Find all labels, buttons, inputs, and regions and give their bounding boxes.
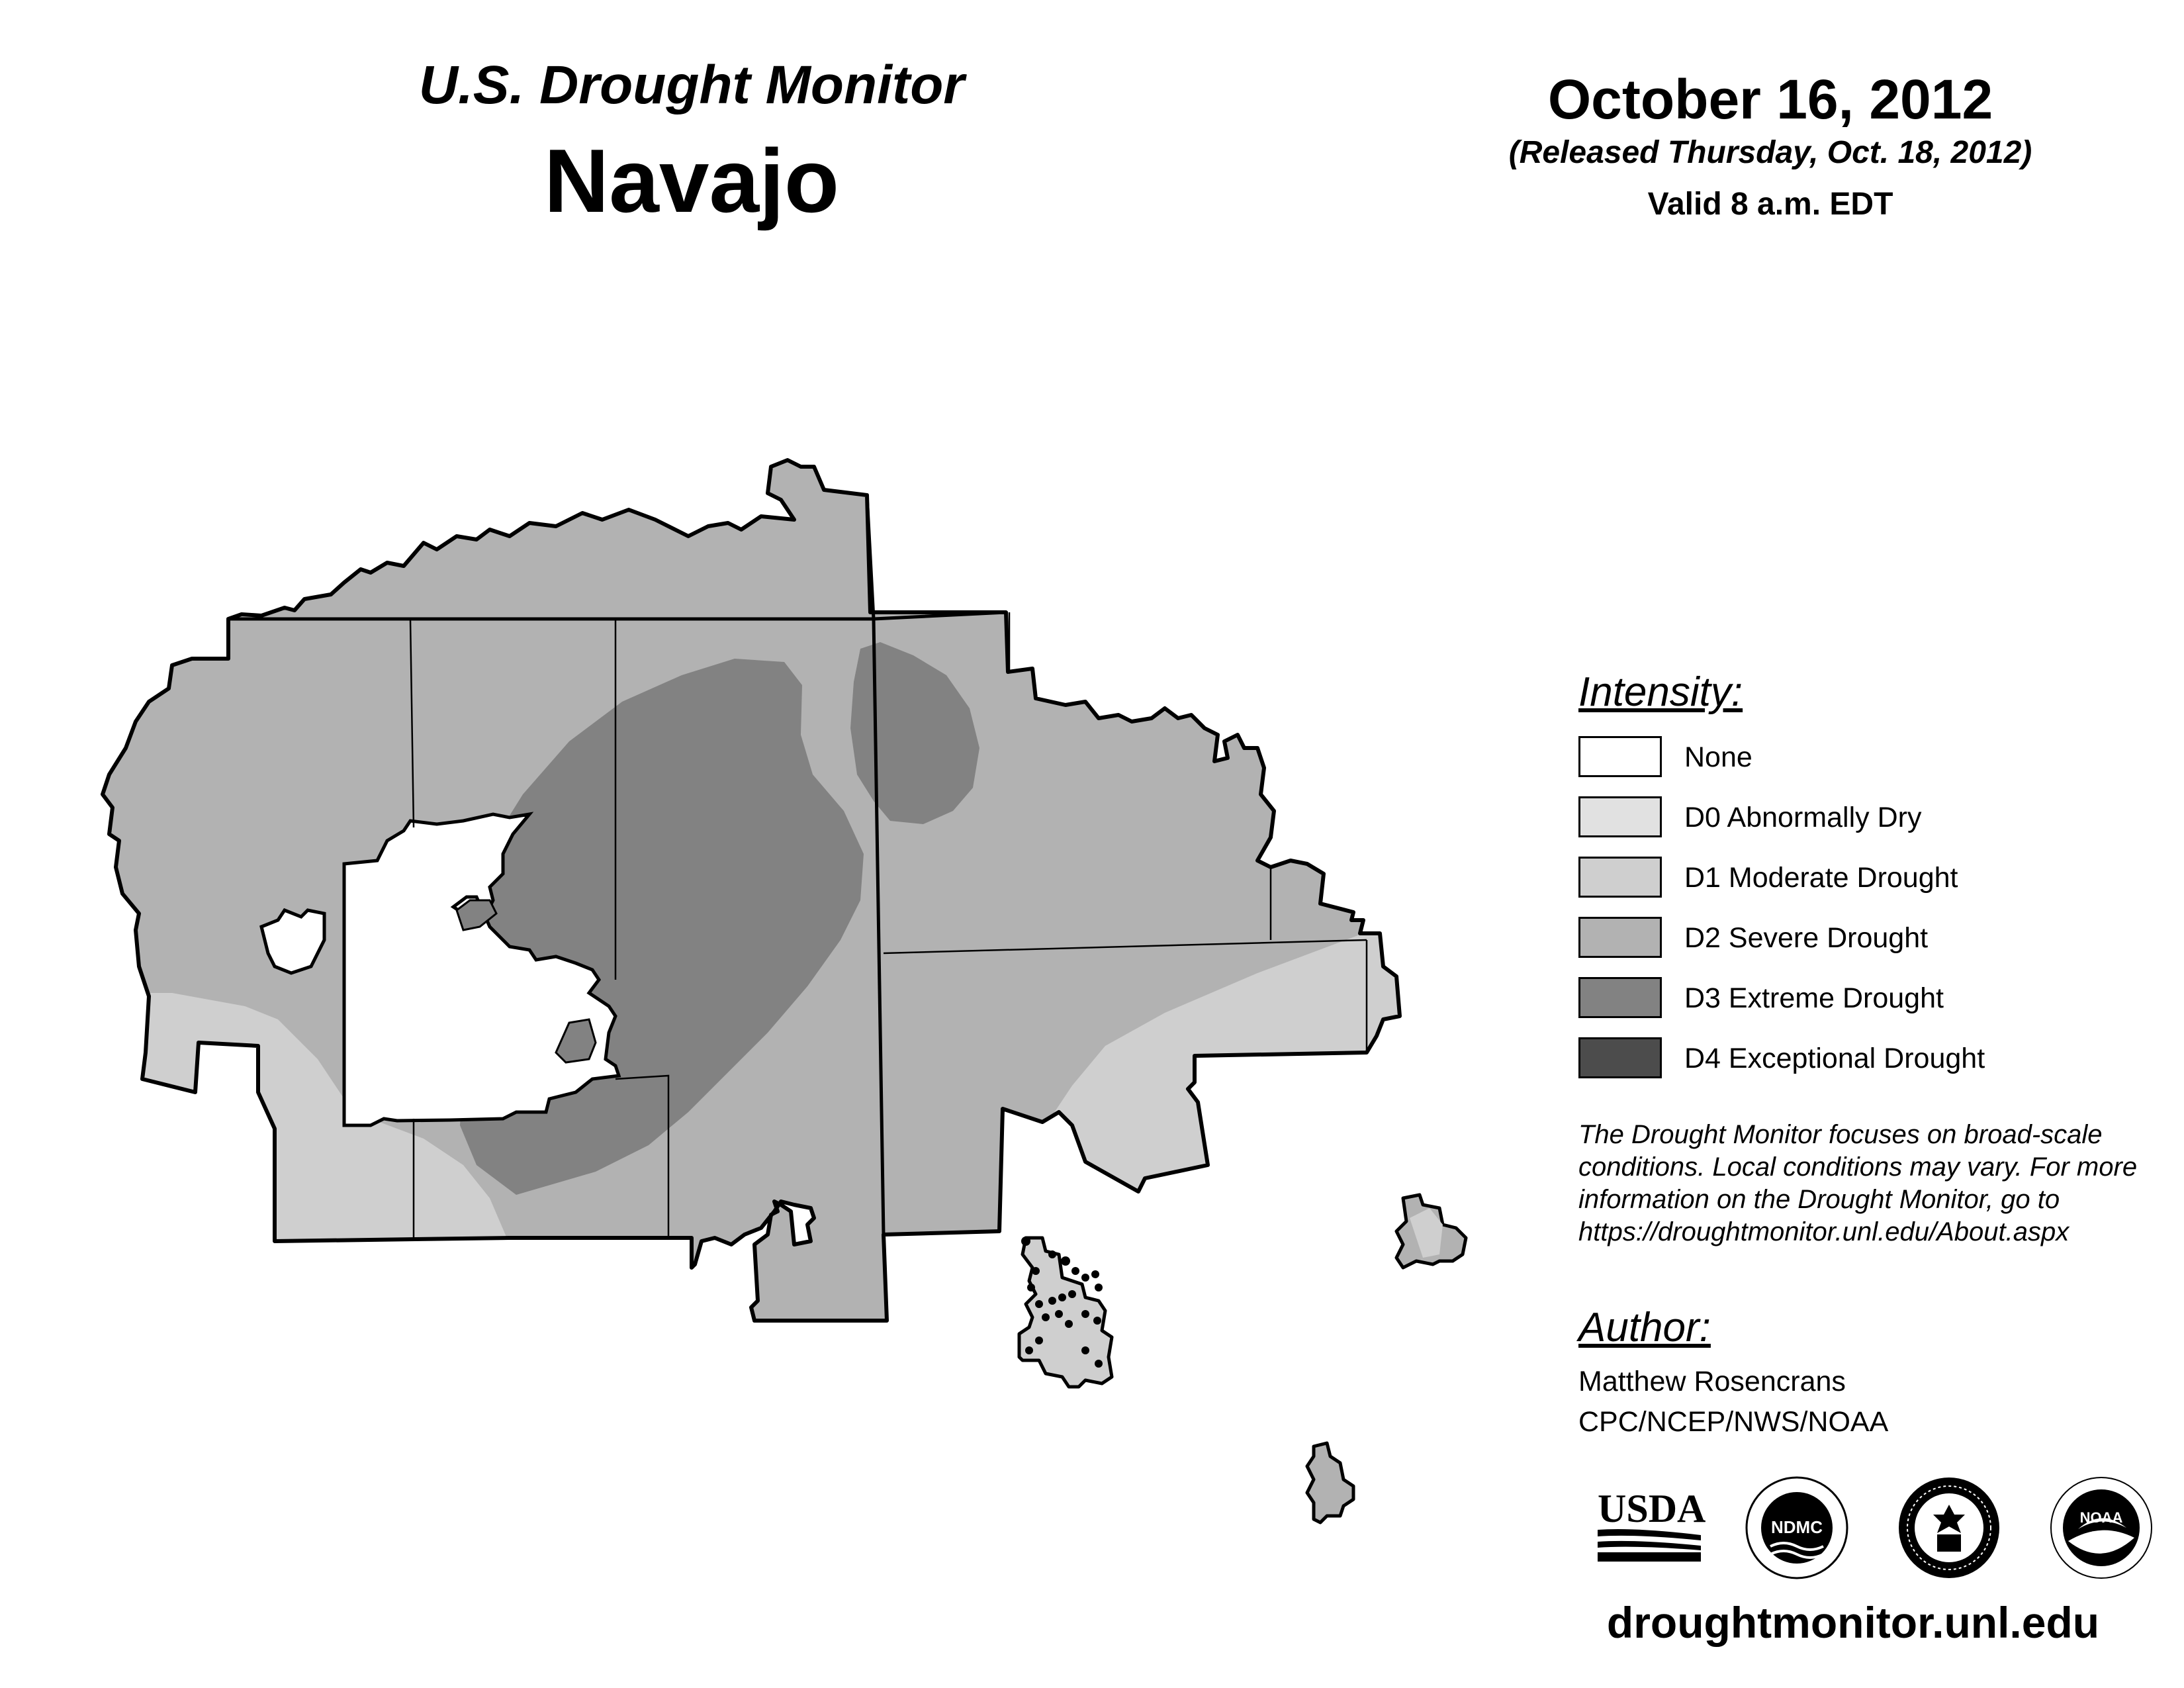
legend-swatch-none: [1578, 736, 1662, 777]
map-date: October 16, 2012: [1547, 68, 1993, 130]
release-date: (Released Thursday, Oct. 18, 2012): [1508, 135, 2032, 170]
legend-label-d4: D4 Exceptional Drought: [1684, 1043, 1985, 1074]
legend-item-d1: [1578, 857, 2108, 900]
parcel-dot: [1027, 1284, 1035, 1291]
region-title: Navajo: [544, 130, 839, 231]
parcel-dot: [1065, 1320, 1073, 1328]
usda-logo: [1595, 1486, 1707, 1566]
legend-label-d0: D0 Abnormally Dry: [1684, 802, 1922, 833]
legend-label-d3: D3 Extreme Drought: [1684, 982, 1944, 1014]
parcel-dot: [1035, 1300, 1043, 1308]
note-line: The Drought Monitor focuses on broad-scale: [1578, 1120, 2103, 1149]
main-region-fills: [103, 460, 1410, 1321]
usda-logo-text: USDA: [1598, 1487, 1706, 1530]
parcel-alamo: [1307, 1443, 1353, 1523]
legend-item-none: [1578, 736, 2108, 780]
legend-label-d2: D2 Severe Drought: [1684, 922, 1929, 954]
legend-item-d0: [1578, 796, 2108, 840]
legend-swatch-d3: [1578, 977, 1662, 1018]
legend-label-none: None: [1684, 741, 1752, 773]
note-link[interactable]: https://droughtmonitor.unl.edu/About.aspx: [1578, 1217, 2070, 1246]
ndmc-logo-text: NDMC: [1771, 1517, 1823, 1537]
product-title: U.S. Drought Monitor: [418, 55, 965, 115]
parcel-dot: [1055, 1310, 1063, 1318]
legend-swatch-d0: [1578, 796, 1662, 837]
site-url[interactable]: droughtmonitor.unl.edu: [1606, 1598, 2100, 1647]
parcel-dot: [1021, 1237, 1030, 1246]
parcel-dot: [1061, 1256, 1070, 1266]
legend-label-d1: D1 Moderate Drought: [1684, 862, 1958, 894]
parcel-dot: [1025, 1346, 1033, 1354]
outlying-parcels: [1019, 1195, 1466, 1523]
parcel-dot: [1081, 1346, 1089, 1354]
legend-item-d3: [1578, 977, 2108, 1021]
valid-time: Valid 8 a.m. EDT: [1647, 187, 1893, 222]
parcel-dot: [1035, 1336, 1043, 1344]
legend-swatch-d4: [1578, 1037, 1662, 1078]
parcel-dot: [1095, 1360, 1103, 1368]
author-org: CPC/NCEP/NWS/NOAA: [1578, 1406, 1889, 1438]
parcel-dot: [1071, 1267, 1079, 1275]
ndmc-logo: [1744, 1475, 1850, 1581]
noaa-logo-text: NOAA: [2079, 1509, 2123, 1526]
legend-item-d2: [1578, 917, 2108, 961]
commerce-logo: [1896, 1475, 2002, 1581]
legend-swatch-d1: [1578, 857, 1662, 898]
parcel-dot: [1048, 1250, 1056, 1258]
legend-swatch-d2: [1578, 917, 1662, 958]
parcel-dot: [1068, 1290, 1076, 1298]
parcel-dot: [1081, 1310, 1089, 1318]
parcel-dot: [1093, 1317, 1101, 1325]
legend-title: Intensity:: [1578, 669, 1743, 715]
noaa-logo: [2048, 1475, 2154, 1581]
parcel-dot: [1048, 1297, 1056, 1305]
parcel-dot: [1042, 1313, 1050, 1321]
parcel-dot: [1095, 1284, 1103, 1291]
note-line: conditions. Local conditions may vary. For more: [1578, 1152, 2138, 1182]
parcel-dot: [1091, 1270, 1099, 1278]
parcel-dot: [1032, 1267, 1040, 1275]
author-name: Matthew Rosencrans: [1578, 1366, 1846, 1397]
note-line: information on the Drought Monitor, go to: [1578, 1185, 2060, 1214]
author-heading: Author:: [1578, 1305, 1711, 1350]
legend-item-d4: [1578, 1037, 2108, 1081]
disclaimer-note: [1578, 1119, 2174, 1248]
parcel-dot: [1058, 1293, 1066, 1301]
parcel-dot: [1081, 1274, 1089, 1282]
